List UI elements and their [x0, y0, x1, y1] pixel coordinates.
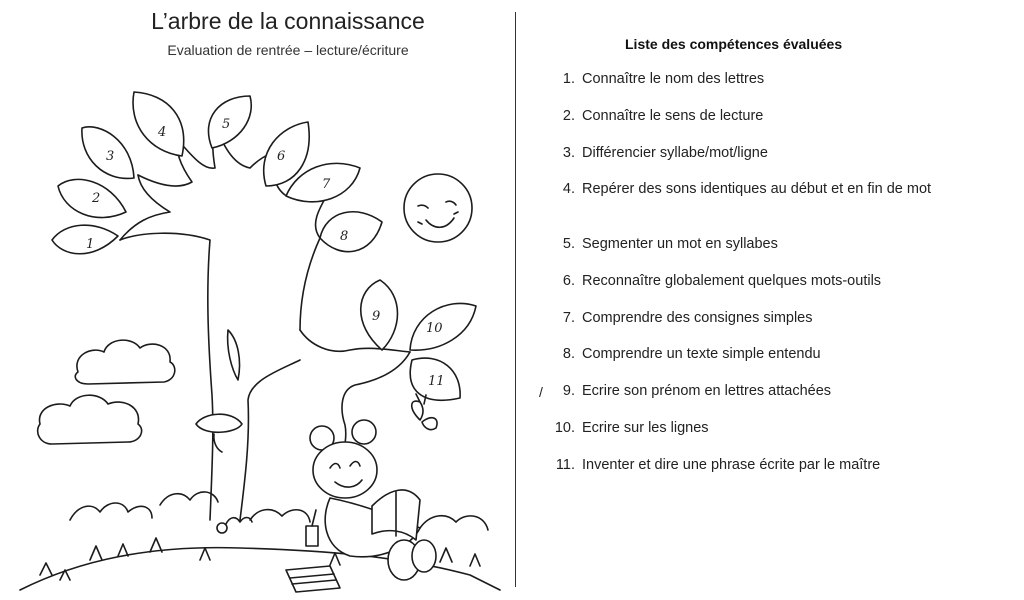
competence-text: Connaître le nom des lettres — [582, 71, 765, 87]
competence-text: Différencier syllabe/mot/ligne — [582, 145, 768, 161]
leaf-2 — [58, 179, 126, 217]
pencil-tick-mark: / — [539, 384, 543, 400]
competence-item — [562, 382, 982, 401]
competence-number: 7. — [562, 310, 575, 326]
cloud-bottom — [38, 395, 142, 444]
competence-number: 2. — [562, 108, 575, 124]
competence-number: 10. — [554, 420, 575, 436]
svg-text:6: 6 — [277, 149, 286, 164]
competence-number: 5. — [562, 236, 575, 252]
leaf-4 — [133, 92, 184, 156]
competence-number: 11. — [555, 457, 575, 473]
svg-text:3: 3 — [106, 149, 115, 164]
leaf-11 — [410, 358, 460, 400]
competence-text: Comprendre des consignes simples — [582, 310, 813, 326]
svg-text:10: 10 — [426, 321, 443, 336]
page-title: L’arbre de la connaissance — [151, 8, 425, 34]
mushroom — [196, 414, 242, 452]
svg-text:9: 9 — [372, 309, 381, 324]
leaf-5 — [208, 96, 251, 148]
competence-text: Segmenter un mot en syllabes — [582, 236, 778, 252]
competence-text: Inventer et dire une phrase écrite par le maître — [582, 457, 881, 473]
competence-number: 6. — [562, 273, 575, 289]
competence-item — [562, 272, 982, 291]
leaf-3 — [82, 127, 134, 179]
competence-item — [562, 309, 982, 328]
sun — [404, 174, 472, 242]
competence-item — [554, 419, 982, 438]
cloud-left — [75, 340, 175, 384]
competence-list-title: Liste des compétences évaluées — [625, 36, 843, 52]
svg-text:1: 1 — [86, 237, 95, 252]
svg-text:4: 4 — [158, 125, 167, 140]
mouse-reading — [286, 420, 436, 592]
competence-number: 3. — [562, 145, 575, 161]
competence-item — [562, 144, 982, 163]
competence-text: Repérer des sons identiques au début et en fin de mot — [582, 181, 932, 197]
svg-text:7: 7 — [322, 177, 331, 192]
leaf-8 — [320, 212, 382, 252]
svg-text:2: 2 — [92, 191, 101, 206]
competence-number: 4. — [562, 181, 575, 197]
competence-item — [562, 235, 982, 254]
competence-item — [562, 180, 954, 199]
svg-text:5: 5 — [222, 117, 231, 132]
divider-line — [515, 12, 516, 587]
svg-text:11: 11 — [428, 374, 445, 389]
leaf-10 — [410, 303, 476, 350]
svg-text:8: 8 — [340, 229, 349, 244]
competence-text: Reconnaître globalement quelques mots-outils — [582, 273, 882, 289]
competence-text: Ecrire son prénom en lettres attachées — [582, 383, 832, 399]
competence-number: 9. — [562, 383, 575, 399]
competence-text: Comprendre un texte simple entendu — [582, 346, 821, 362]
competence-text: Connaître le sens de lecture — [582, 108, 764, 124]
leaf-1 — [52, 225, 118, 254]
competence-item — [562, 345, 982, 364]
page-subtitle: Evaluation de rentrée – lecture/écriture — [167, 42, 409, 58]
competence-number: 8. — [562, 346, 575, 362]
leaf-9 — [361, 280, 398, 350]
competence-item — [555, 456, 982, 475]
competence-item — [562, 70, 982, 89]
competence-number: 1. — [562, 71, 575, 87]
competence-text: Ecrire sur les lignes — [582, 420, 709, 436]
competence-item — [562, 107, 982, 126]
caterpillar — [217, 518, 252, 534]
